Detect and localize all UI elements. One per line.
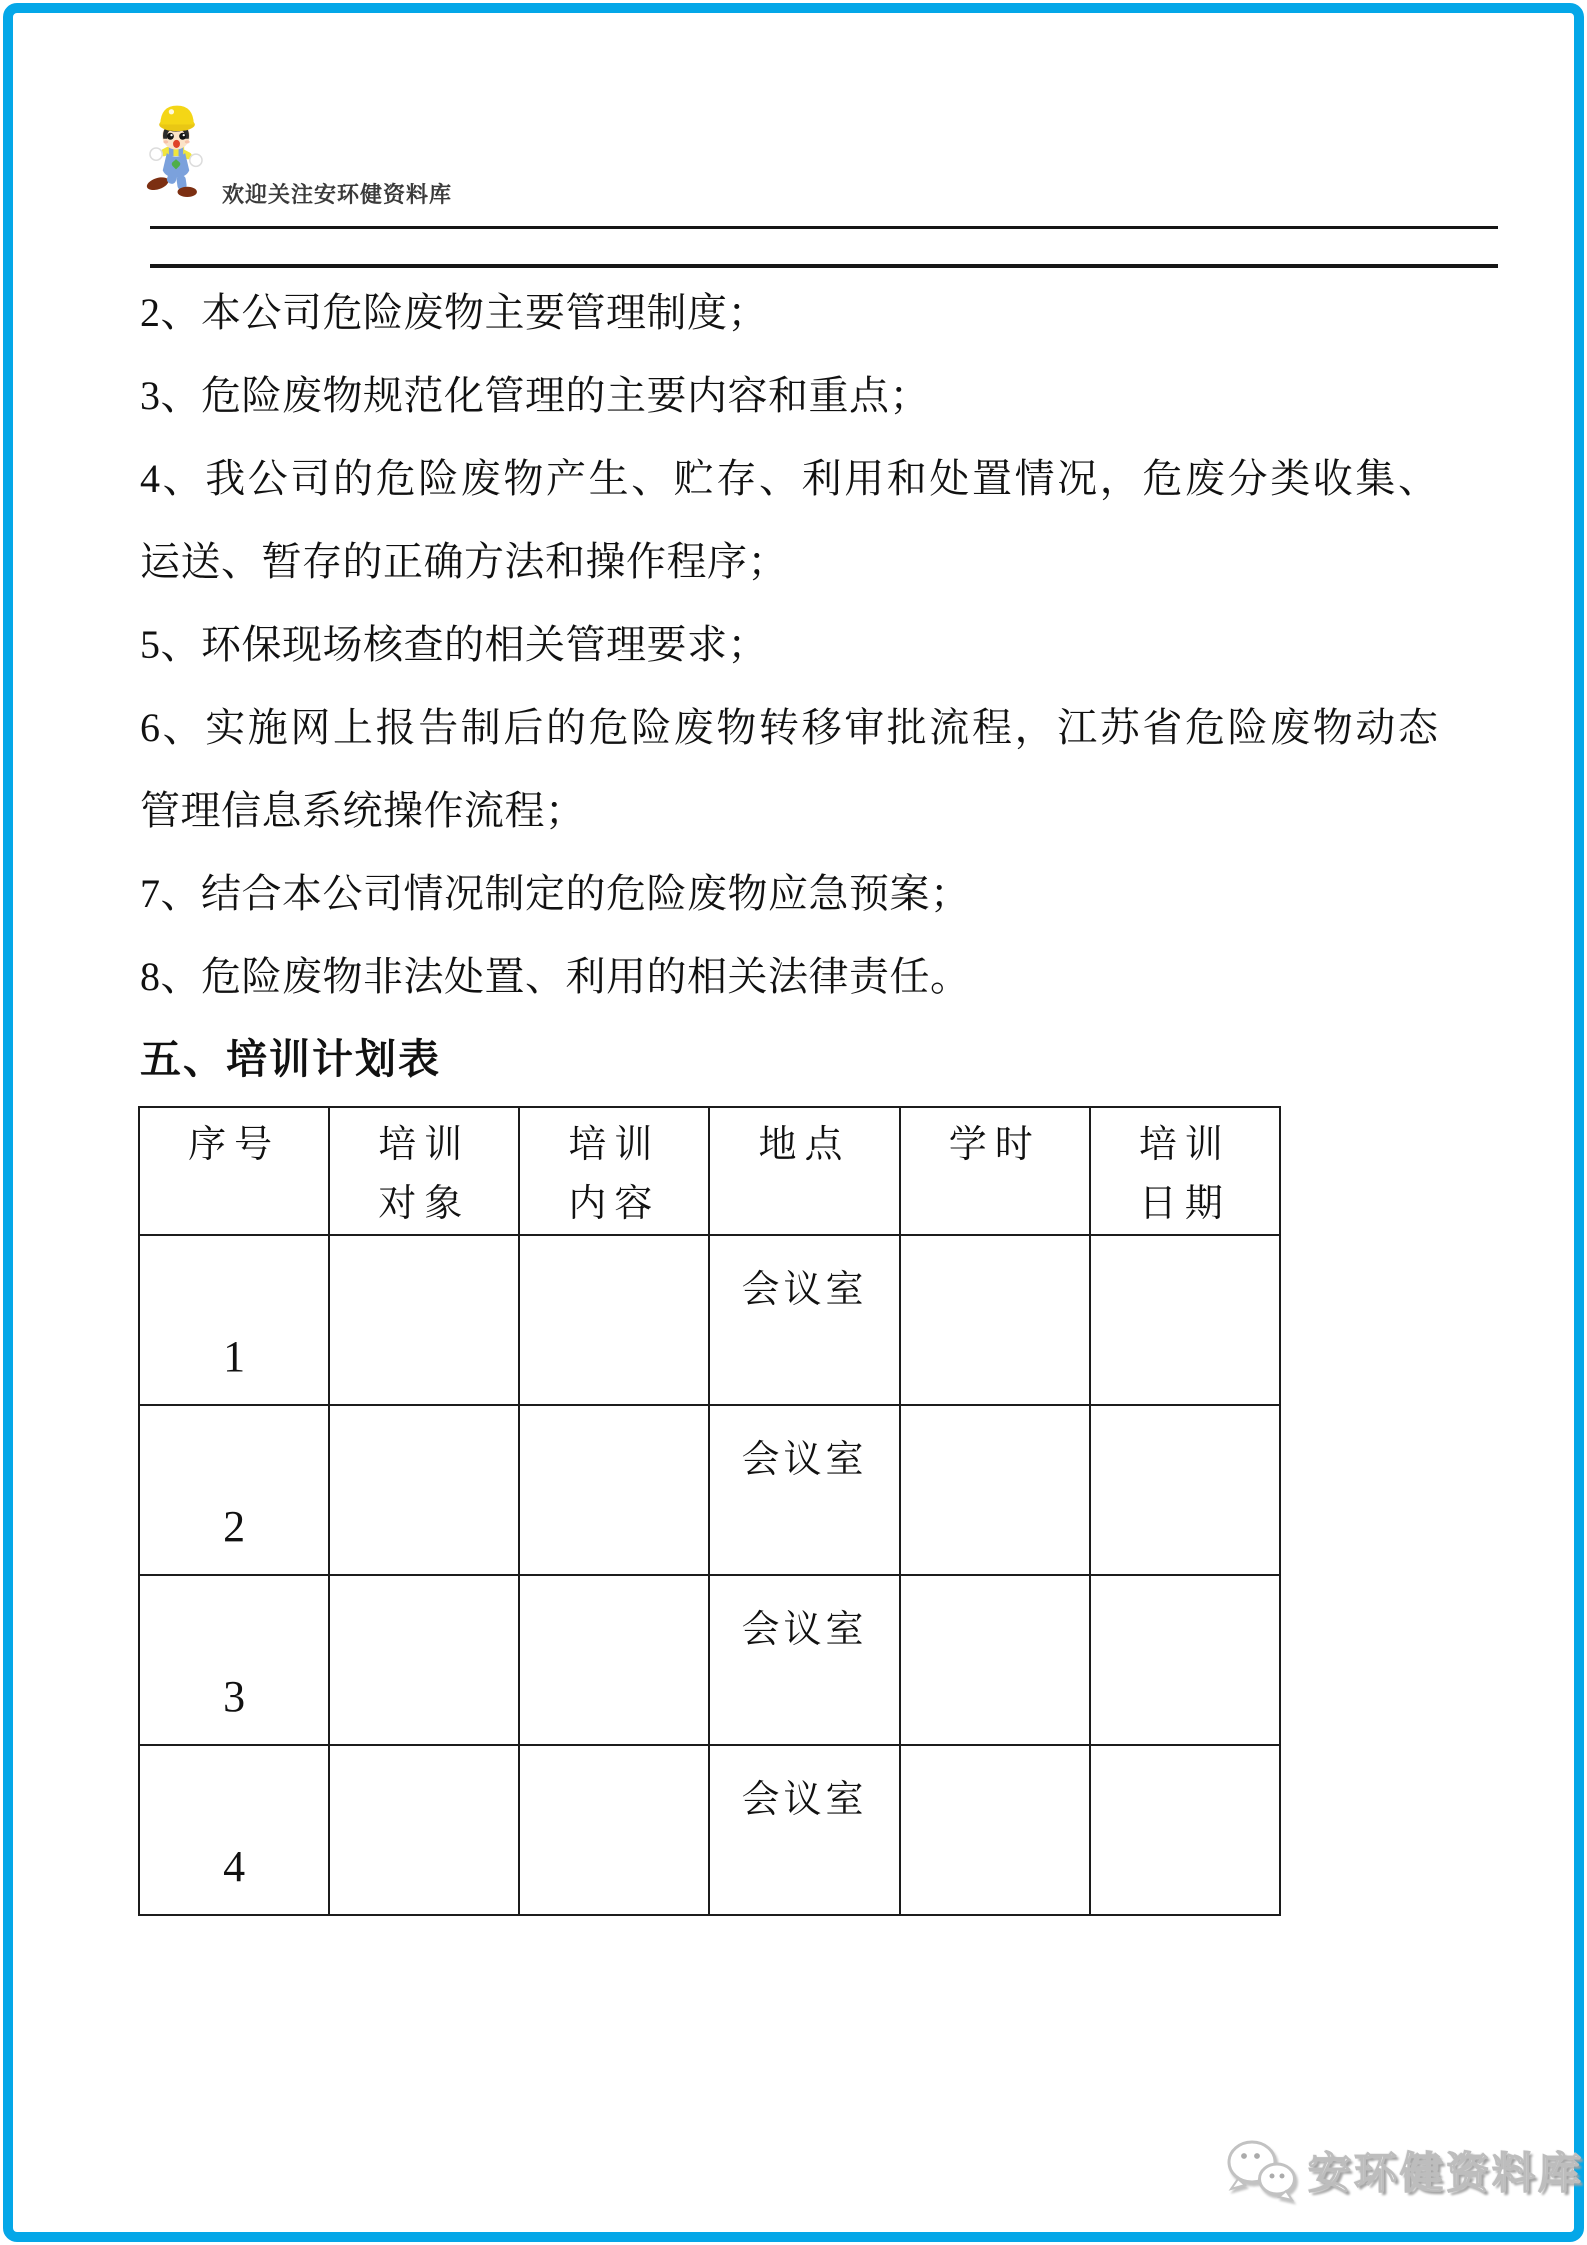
cell-date [1090, 1235, 1280, 1405]
header-rule-thin [150, 226, 1498, 229]
list-item-6-line-2: 管理信息系统操作流程； [140, 788, 586, 833]
cell-location: 会议室 [709, 1405, 899, 1575]
section-heading: 五、培训计划表 [140, 1036, 441, 1082]
table-row [139, 1575, 1280, 1745]
header-cell-location: 地点 [709, 1107, 899, 1235]
welcome-banner-text: 欢迎关注安环健资料库 [222, 182, 453, 207]
cell-location: 会议室 [709, 1745, 899, 1915]
table-row [139, 1235, 1280, 1405]
header-cell-audience: 培训 对象 [329, 1107, 519, 1235]
footer-brand [1226, 2138, 1584, 2202]
cell-hours [900, 1575, 1090, 1745]
table-row [139, 1405, 1280, 1575]
list-item-4-line-2: 运送、暂存的正确方法和操作程序； [140, 539, 788, 584]
cell-location: 会议室 [709, 1575, 899, 1745]
list-item-4-line-1: 4、我公司的危险废物产生、贮存、利用和处置情况，危废分类收集、 [140, 456, 1441, 501]
cell-audience [329, 1745, 519, 1915]
footer-brand-text: 安环健资料库 [1308, 2149, 1584, 2198]
header-cell-date: 培训 日期 [1090, 1107, 1280, 1235]
cell-content [519, 1575, 709, 1745]
cell-index: 3 [139, 1575, 329, 1745]
cell-audience [329, 1575, 519, 1745]
cell-index: 2 [139, 1405, 329, 1575]
list-item-6-line-1: 6、实施网上报告制后的危险废物转移审批流程，江苏省危险废物动态 [140, 705, 1441, 750]
list-item-2: 2、本公司危险废物主要管理制度； [140, 290, 768, 335]
cell-hours [900, 1235, 1090, 1405]
cell-index: 1 [139, 1235, 329, 1405]
worker-mascot-icon [143, 98, 209, 200]
cell-location: 会议室 [709, 1235, 899, 1405]
cell-date [1090, 1405, 1280, 1575]
table-row [139, 1745, 1280, 1915]
wechat-icon [1226, 2138, 1298, 2202]
list-item-5: 5、环保现场核查的相关管理要求； [140, 622, 768, 667]
cell-content [519, 1235, 709, 1405]
table-header-row [139, 1107, 1280, 1235]
list-item-3: 3、危险废物规范化管理的主要内容和重点； [140, 373, 930, 418]
cell-hours [900, 1405, 1090, 1575]
body-text-block [140, 271, 1460, 1101]
cell-audience [329, 1405, 519, 1575]
header-cell-hours: 学时 [900, 1107, 1090, 1235]
cell-hours [900, 1745, 1090, 1915]
cell-content [519, 1745, 709, 1915]
header-cell-index: 序号 [139, 1107, 329, 1235]
training-plan-table [138, 1106, 1281, 1916]
cell-content [519, 1405, 709, 1575]
list-item-8: 8、危险废物非法处置、利用的相关法律责任。 [140, 954, 971, 999]
cell-index: 4 [139, 1745, 329, 1915]
cell-date [1090, 1745, 1280, 1915]
cell-audience [329, 1235, 519, 1405]
header-cell-content: 培训 内容 [519, 1107, 709, 1235]
cell-date [1090, 1575, 1280, 1745]
header-rule-thick [150, 264, 1498, 268]
list-item-7: 7、结合本公司情况制定的危险废物应急预案； [140, 871, 971, 916]
